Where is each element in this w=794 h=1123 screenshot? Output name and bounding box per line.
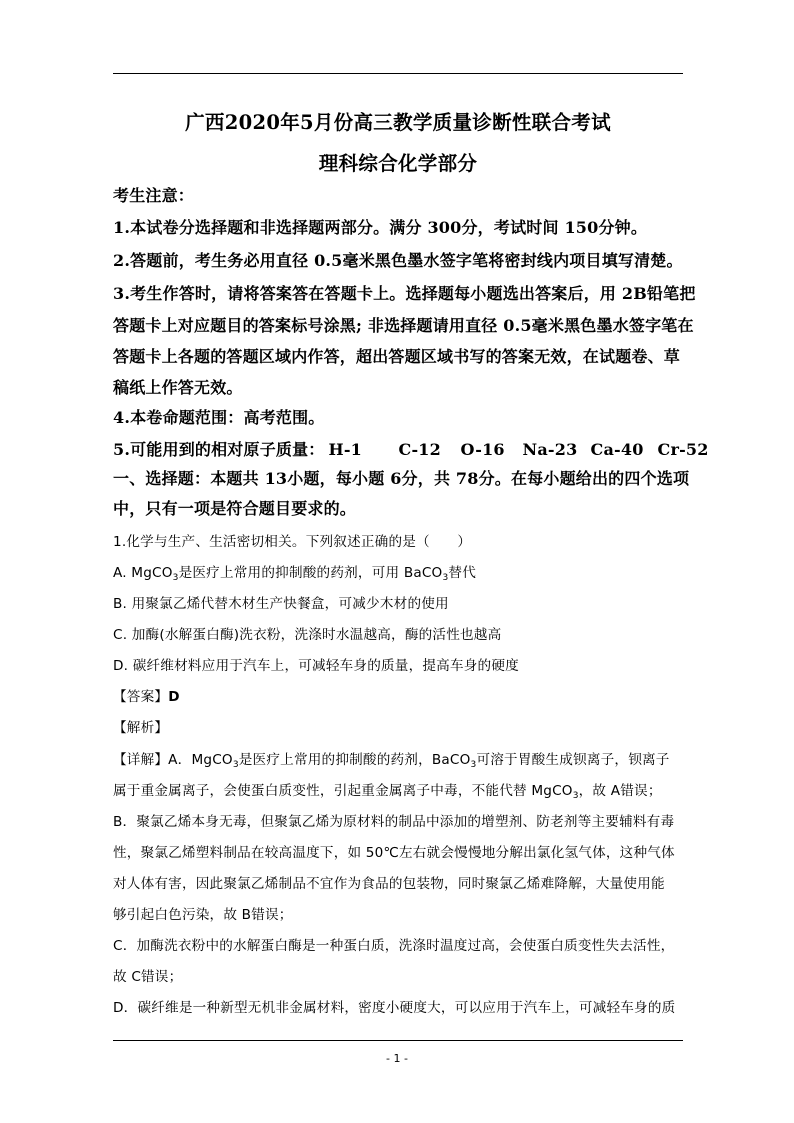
detail-line-1: 【详解】A．MgCO$_3$是医疗上常用的抑制酸的药剂，BaCO$_3$可溶于胃酸生成钡离子，钡离子 <box>113 752 670 770</box>
question-1-stem: 1.化学与生产、生活密切相关。下列叙述正确的是（ ） <box>113 534 472 550</box>
analysis-label: 【解析】 <box>113 720 169 736</box>
note-1: 1.本试卷分选择题和非选择题两部分。满分 300分，考试时间 150分钟。 <box>113 218 648 237</box>
atom-mass: Na-23 <box>522 440 578 459</box>
atom-mass: Ca-40 <box>590 440 644 459</box>
footer-rule <box>113 1040 683 1041</box>
detail-line-6: 够引起白色污染，故 B错误； <box>113 907 293 923</box>
note-3-line-3: 答题卡上各题的答题区域内作答，超出答题区域书写的答案无效，在试题卷、草 <box>113 347 681 366</box>
note-2: 2.答题前，考生务必用直径 0.5毫米黑色墨水签字笔将密封线内项目填写清楚。 <box>113 251 683 270</box>
note-3-line-4: 稿纸上作答无效。 <box>113 378 243 397</box>
exam-subtitle: 理科综合化学部分 <box>318 152 478 175</box>
answer <box>113 685 180 705</box>
atom-mass: O-16 <box>460 440 505 459</box>
option-a: A. MgCO$_3$是医疗上常用的抑制酸的药剂，可用 BaCO$_3$替代 <box>113 565 476 583</box>
notice-heading: 考生注意： <box>113 186 195 205</box>
detail-line-4: 性，聚氯乙烯塑料制品在较高温度下，如 50℃左右就会慢慢地分解出氯化氢气体，这种气体 <box>113 845 675 861</box>
note-5-prefix: 5.可能用到的相对原子质量： <box>113 440 325 459</box>
detail-line-9: D．碳纤维是一种新型无机非金属材料，密度小硬度大，可以应用于汽车上，可减轻车身的质 <box>113 1000 676 1016</box>
answer-value: D <box>168 689 180 705</box>
header-rule <box>113 73 683 74</box>
section-heading-line-2: 中，只有一项是符合题目要求的。 <box>113 499 357 518</box>
detail-line-8: 故 C错误； <box>113 969 183 985</box>
answer-label: 【答案】 <box>113 689 169 705</box>
option-d: D. 碳纤维材料应用于汽车上，可减轻车身的质量，提高车身的硬度 <box>113 658 519 674</box>
page-number: - 1 - <box>386 1052 408 1065</box>
note-3-line-2: 答题卡上对应题目的答案标号涂黑; 非选择题请用直径 0.5毫米黑色墨水签字笔在 <box>113 316 694 335</box>
option-b: B. 用聚氯乙烯代替木材生产快餐盒，可减少木材的使用 <box>113 596 449 612</box>
detail-line-7: C．加酶洗衣粉中的水解蛋白酶是一种蛋白质，洗涤时温度过高，会使蛋白质变性失去活性， <box>113 938 675 954</box>
option-c: C. 加酶(水解蛋白酶)洗衣粉，洗涤时水温越高，酶的活性也越高 <box>113 627 502 643</box>
atom-mass: H-1 <box>328 440 363 459</box>
detail-line-3: B．聚氯乙烯本身无毒，但聚氯乙烯为原材料的制品中添加的增塑剂、防老剂等主要辅料有毒 <box>113 814 675 830</box>
detail-line-5: 对人体有害，因此聚氯乙烯制品不宜作为食品的包装物，同时聚氯乙烯难降解，大量使用能 <box>113 876 665 892</box>
section-heading-line-1: 一、选择题：本题共 13小题，每小题 6分，共 78分。在每小题给出的四个选项 <box>113 469 690 488</box>
note-5 <box>113 437 709 460</box>
atom-mass: Cr-52 <box>657 440 709 459</box>
atom-mass: C-12 <box>398 440 441 459</box>
detail-line-2: 属于重金属离子，会使蛋白质变性，引起重金属离子中毒，不能代替 MgCO$_3$，故 A错误； <box>113 783 662 801</box>
note-3-line-1: 3.考生作答时，请将答案答在答题卡上。选择题每小题选出答案后，用 2B铅笔把 <box>113 284 696 303</box>
exam-title: 广西2020年5月份高三教学质量诊断性联合考试 <box>185 111 611 134</box>
note-4: 4.本卷命题范围：高考范围。 <box>113 408 325 427</box>
